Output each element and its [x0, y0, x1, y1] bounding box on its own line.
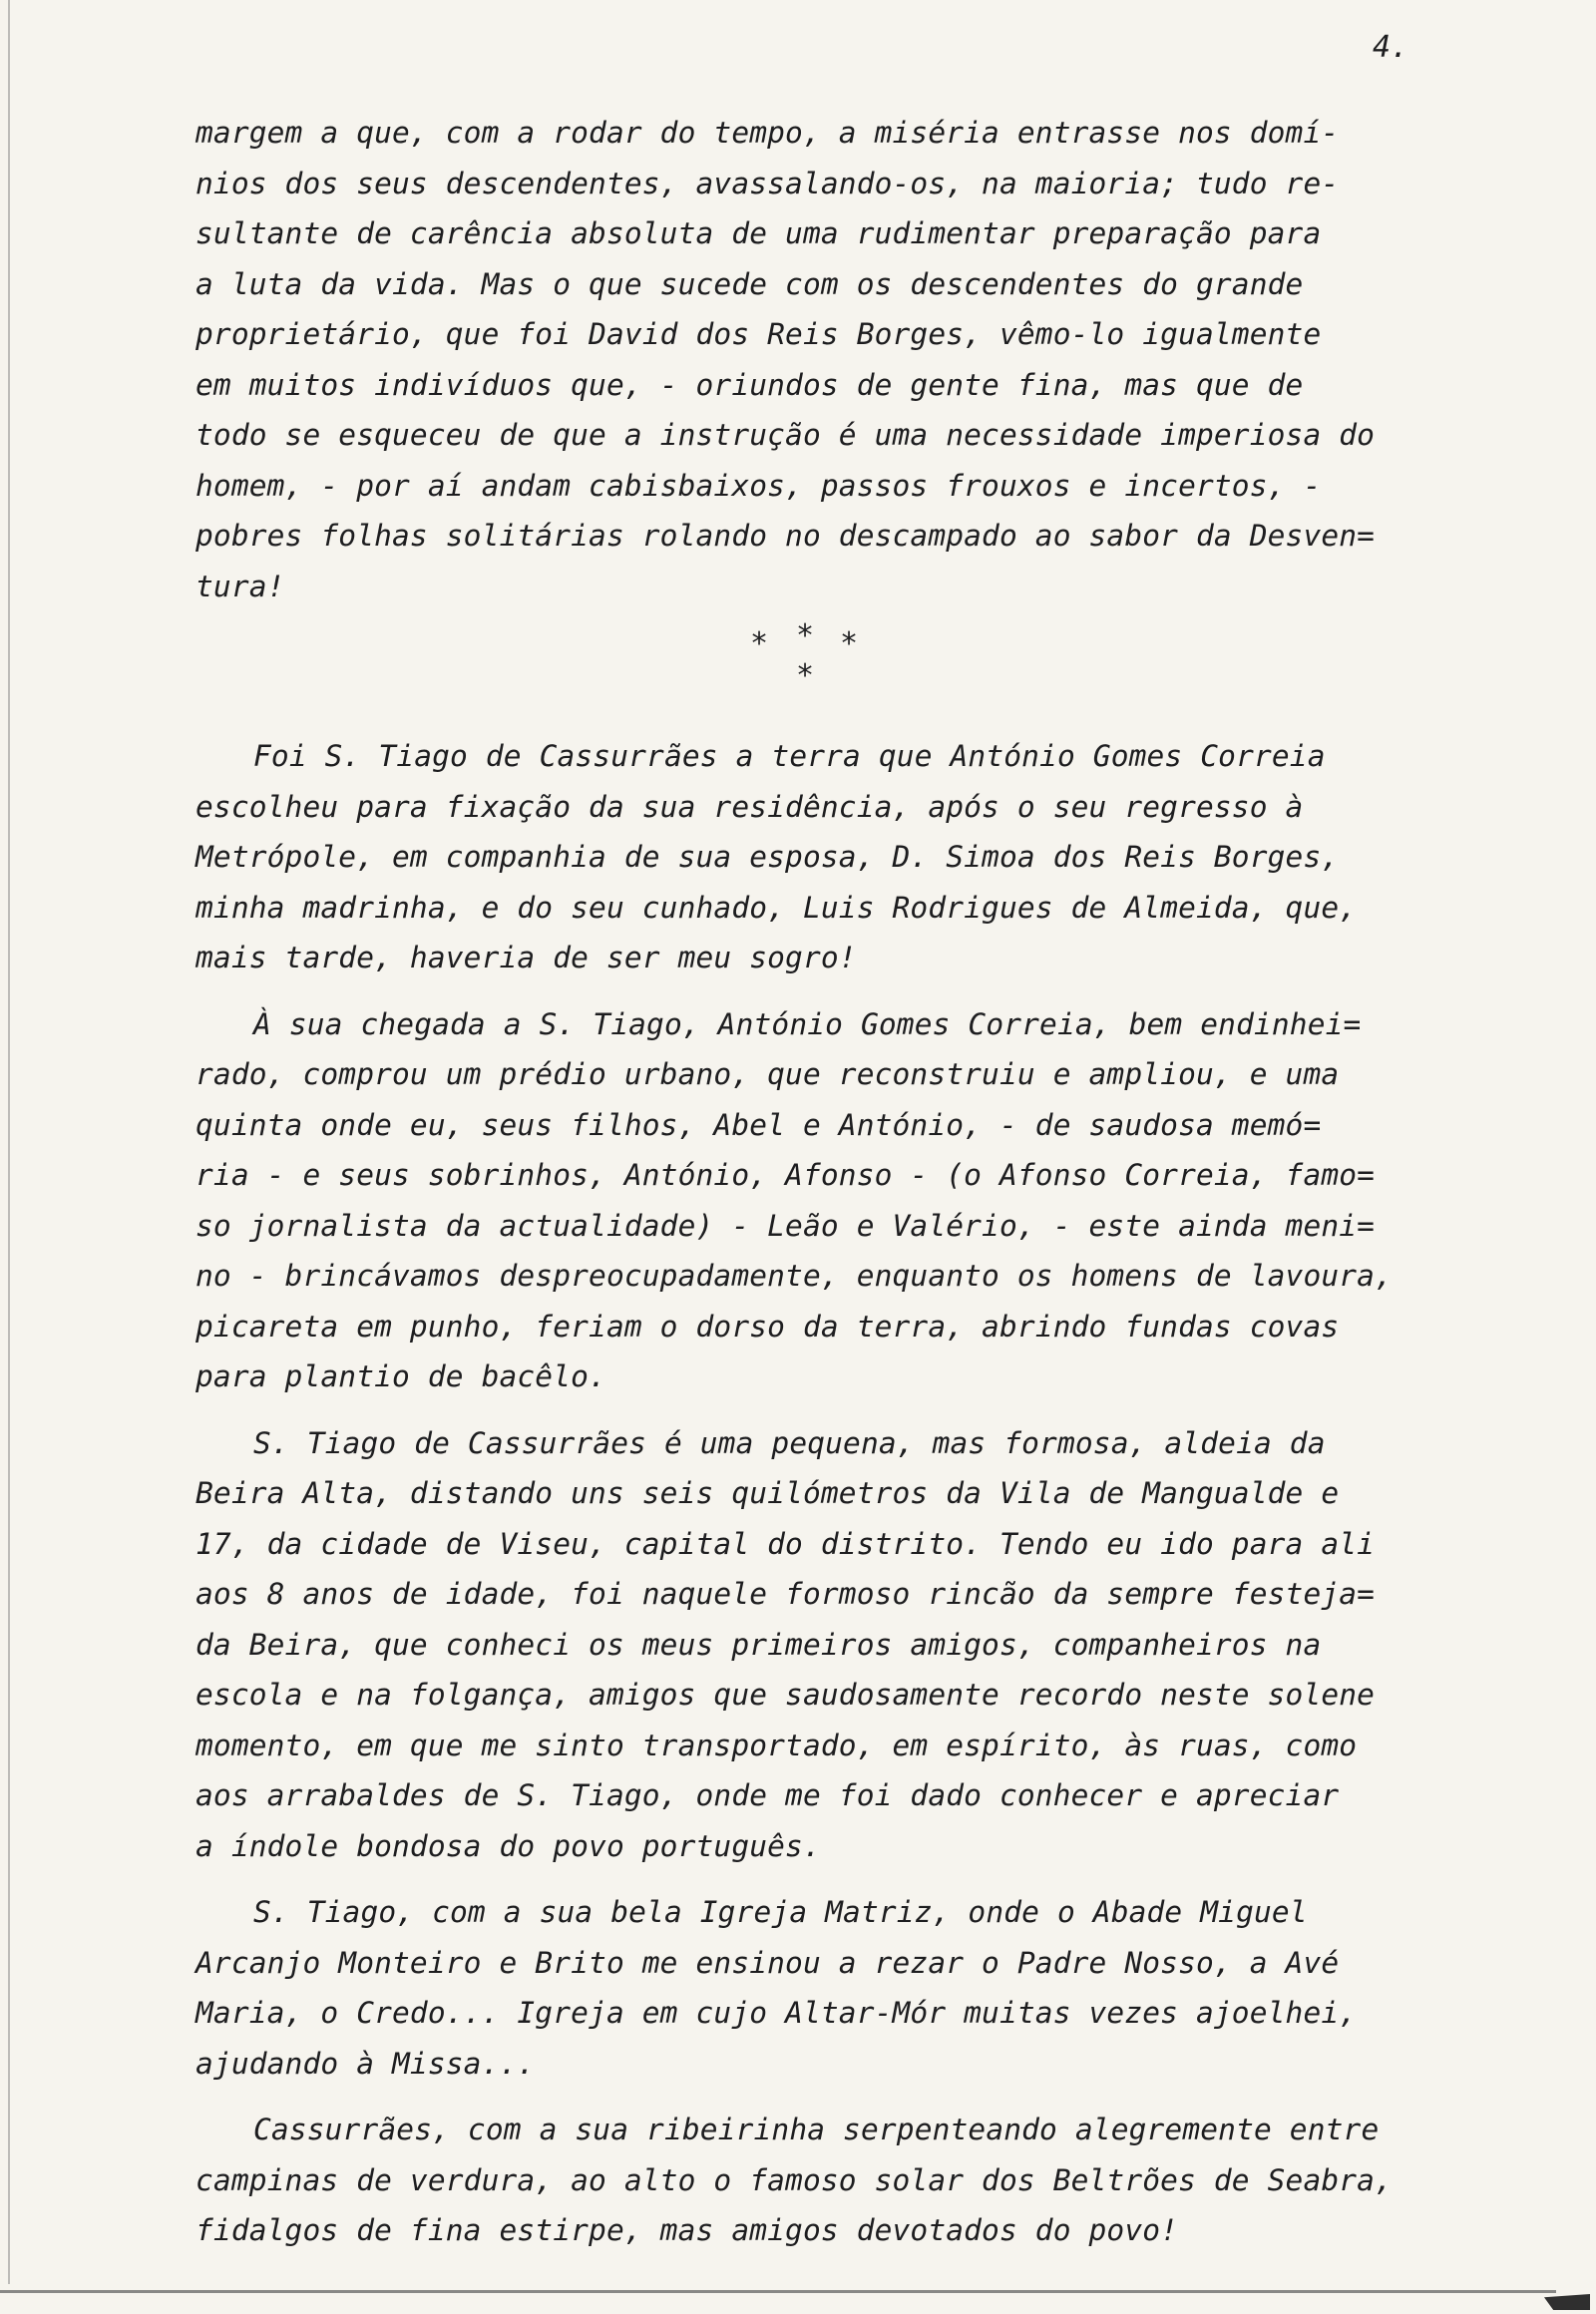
paragraph-4-line-5: da Beira, que conheci os meus primeiros amigos, companheiros na [196, 1627, 1322, 1662]
paragraph-1-line-10: tura! [196, 569, 285, 603]
paragraph-4-line-2: Beira Alta, distando uns seis quilómetros da Vila de Mangualde e [196, 1476, 1340, 1510]
separator-asterisk: * [840, 626, 859, 661]
paragraph-gap [196, 1402, 1546, 1418]
paragraph-2-line-4: minha madrinha, e do seu cunhado, Luis Rodrigues de Almeida, que, [196, 890, 1358, 925]
paragraph-3-line-7: picareta em punho, feriam o dorso da terra, abrindo fundas covas [196, 1309, 1340, 1344]
separator-asterisk: * [796, 658, 815, 693]
paragraph-4 [196, 1418, 1546, 1872]
paragraph-2-line-5: mais tarde, haveria de ser meu sogro! [196, 941, 857, 974]
paragraph-2-line-2: escolheu para fixação da sua residência, após o seu regresso à [196, 789, 1304, 824]
paragraph-4-line-6: escola e na folgança, amigos que saudosamente recordo neste solene [196, 1678, 1376, 1712]
paragraph-2-line-3: Metrópole, em companhia de sua esposa, D. Simoa dos Reis Borges, [196, 840, 1340, 874]
corner-smudge [1544, 2294, 1590, 2310]
paragraph-3-line-8: para plantio de bacêlo. [196, 1359, 606, 1393]
paragraph-4-line-1: S. Tiago de Cassurrães é uma pequena, mas formosa, aldeia da [253, 1425, 1326, 1460]
separator-asterisk: * [750, 626, 769, 661]
paragraph-3 [196, 999, 1546, 1402]
separator-asterisk: * [796, 618, 815, 653]
paragraph-3-line-3: quinta onde eu, seus filhos, Abel e António, - de saudosa memó= [196, 1107, 1322, 1142]
paragraph-gap [196, 2089, 1546, 2105]
paragraph-1-line-7: todo se esqueceu de que a instrução é uma necessidade imperiosa do [196, 418, 1376, 452]
page-left-edge [8, 0, 10, 2284]
section-separator [196, 619, 1546, 723]
paragraph-4-line-3: 17, da cidade de Viseu, capital do distrito. Tendo eu ido para ali [196, 1526, 1376, 1561]
paragraph-1-line-3: sultante de carência absoluta de uma rudimentar preparação para [196, 216, 1322, 250]
paragraph-5 [196, 1887, 1546, 2089]
paragraph-3-line-1: À sua chegada a S. Tiago, António Gomes Correia, bem endinhei= [253, 1006, 1362, 1041]
paragraph-3-line-5: so jornalista da actualidade) - Leão e Valério, - este ainda meni= [196, 1208, 1376, 1243]
paragraph-1-line-4: a luta da vida. Mas o que sucede com os descendentes do grande [196, 266, 1304, 301]
paragraph-1-line-1: margem a que, com a rodar do tempo, a miséria entrasse nos domí- [196, 116, 1340, 150]
paragraph-4-line-9: a índole bondosa do povo português. [196, 1828, 821, 1863]
paragraph-6-line-3: fidalgos de fina estirpe, mas amigos devotados do povo! [196, 2213, 1179, 2247]
paragraph-3-line-6: no - brincávamos despreocupadamente, enquanto os homens de lavoura, [196, 1259, 1394, 1293]
paragraph-3-line-2: rado, comprou um prédio urbano, que reconstruiu e ampliou, e uma [196, 1057, 1340, 1091]
paragraph-1-line-6: em muitos indivíduos que, - oriundos de gente fina, mas que de [196, 367, 1304, 402]
paragraph-gap [196, 1871, 1546, 1887]
paragraph-1-line-9: pobres folhas solitárias rolando no descampado ao sabor da Desven= [196, 519, 1376, 553]
paragraph-2-line-1: Foi S. Tiago de Cassurrães a terra que António Gomes Correia [253, 739, 1326, 773]
paragraph-3-line-4: ria - e seus sobrinhos, António, Afonso - (o Afonso Correia, famo= [196, 1158, 1376, 1192]
paragraph-4-line-8: aos arrabaldes de S. Tiago, onde me foi dado conhecer e apreciar [196, 1778, 1340, 1812]
document-body [196, 108, 1546, 2256]
paragraph-6 [196, 2105, 1546, 2256]
page-bottom-edge [0, 2290, 1556, 2293]
paragraph-2 [196, 731, 1546, 983]
page-number: 4. [1373, 30, 1409, 65]
paragraph-1-line-2: nios dos seus descendentes, avassalando-os, na maioria; tudo re- [196, 166, 1340, 200]
paragraph-4-line-4: aos 8 anos de idade, foi naquele formoso rincão da sempre festeja= [196, 1577, 1376, 1611]
paragraph-5-line-1: S. Tiago, com a sua bela Igreja Matriz, onde o Abade Miguel [253, 1895, 1308, 1929]
paragraph-1-line-5: proprietário, que foi David dos Reis Borges, vêmo-lo igualmente [196, 317, 1322, 351]
paragraph-1 [196, 108, 1546, 611]
paragraph-6-line-2: campinas de verdura, ao alto o famoso solar dos Beltrões de Seabra, [196, 2162, 1394, 2197]
paragraph-4-line-7: momento, em que me sinto transportado, em espírito, às ruas, como [196, 1728, 1358, 1762]
paragraph-5-line-3: Maria, o Credo... Igreja em cujo Altar-Mór muitas vezes ajoelhei, [196, 1996, 1358, 2030]
paragraph-gap [196, 983, 1546, 999]
paragraph-5-line-4: ajudando à Missa... [196, 2046, 536, 2081]
paragraph-6-line-1: Cassurrães, com a sua ribeirinha serpenteando alegremente entre [253, 2113, 1380, 2146]
paragraph-1-line-8: homem, - por aí andam cabisbaixos, passos frouxos e incertos, - [196, 468, 1322, 503]
paragraph-5-line-2: Arcanjo Monteiro e Brito me ensinou a rezar o Padre Nosso, a Avé [196, 1945, 1340, 1980]
